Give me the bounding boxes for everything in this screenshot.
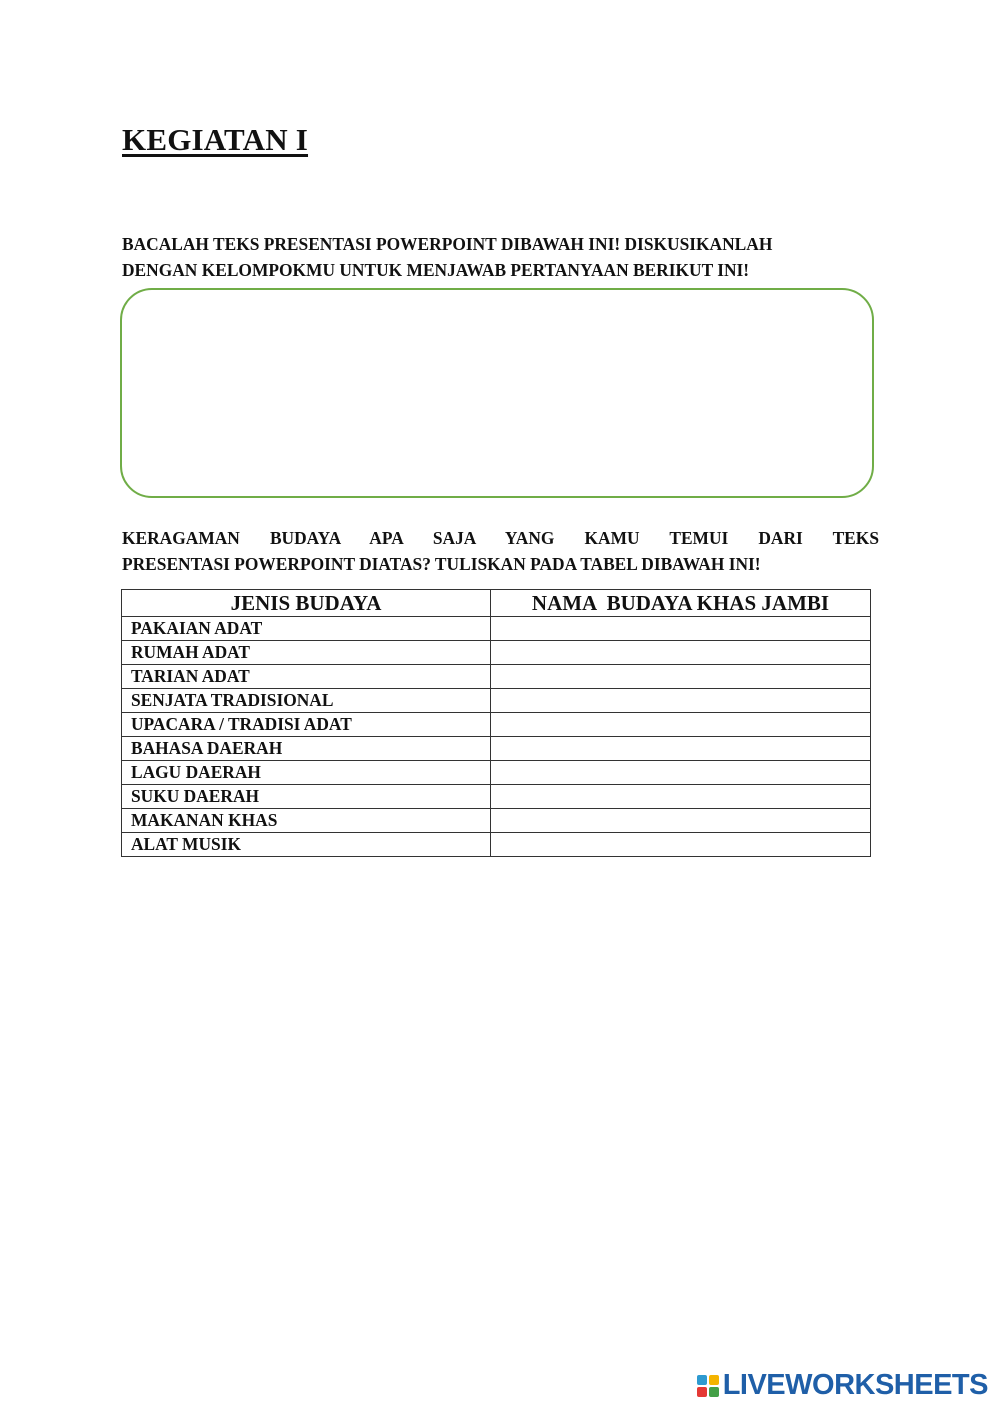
table-row — [122, 713, 871, 737]
table-row — [122, 617, 871, 641]
answer-cell[interactable] — [491, 833, 871, 857]
header-nama-budaya: NAMA BUDAYA KHAS JAMBI — [491, 590, 871, 617]
table-row — [122, 833, 871, 857]
category-cell: PAKAIAN ADAT — [122, 617, 491, 641]
instruction-text — [122, 231, 879, 283]
table-row — [122, 761, 871, 785]
instruction-line-1: BACALAH TEKS PRESENTASI POWERPOINT DIBAWAH INI! DISKUSIKANLAH — [122, 234, 773, 254]
logo-text: LIVEWORKSHEETS — [722, 1369, 988, 1401]
liveworksheets-logo — [697, 1369, 988, 1402]
table-row — [122, 809, 871, 833]
answer-cell[interactable] — [491, 761, 871, 785]
category-cell: ALAT MUSIK — [122, 833, 491, 857]
category-cell: SENJATA TRADISIONAL — [122, 689, 491, 713]
table-row — [122, 689, 871, 713]
header-jenis-budaya: JENIS BUDAYA — [122, 590, 491, 617]
culture-table — [121, 589, 871, 857]
table-row — [122, 737, 871, 761]
answer-cell[interactable] — [491, 737, 871, 761]
instruction-line-2: DENGAN KELOMPOKMU UNTUK MENJAWAB PERTANYAAN BERIKUT INI! — [122, 260, 750, 280]
answer-cell[interactable] — [491, 689, 871, 713]
category-cell: SUKU DAERAH — [122, 785, 491, 809]
category-cell: LAGU DAERAH — [122, 761, 491, 785]
answer-cell[interactable] — [491, 713, 871, 737]
question-line-2: PRESENTASI POWERPOINT DIATAS? TULISKAN PADA TABEL DIBAWAH INI! — [122, 554, 761, 574]
answer-cell[interactable] — [491, 785, 871, 809]
page-title: KEGIATAN I — [122, 122, 309, 157]
answer-cell[interactable] — [491, 641, 871, 665]
answer-cell[interactable] — [491, 809, 871, 833]
question-line-1: KERAGAMAN BUDAYA APA SAJA YANG KAMU TEMUI DARI TEKS — [122, 528, 879, 548]
category-cell: MAKANAN KHAS — [122, 809, 491, 833]
table-header-row — [122, 590, 871, 617]
category-cell: TARIAN ADAT — [122, 665, 491, 689]
table-row — [122, 641, 871, 665]
answer-cell[interactable] — [491, 617, 871, 641]
table-row — [122, 665, 871, 689]
table-row — [122, 785, 871, 809]
category-cell: RUMAH ADAT — [122, 641, 491, 665]
question-text — [122, 525, 879, 577]
presentation-content-box — [120, 288, 874, 498]
category-cell: UPACARA / TRADISI ADAT — [122, 713, 491, 737]
liveworksheets-logo-icon — [697, 1375, 719, 1397]
answer-cell[interactable] — [491, 665, 871, 689]
category-cell: BAHASA DAERAH — [122, 737, 491, 761]
